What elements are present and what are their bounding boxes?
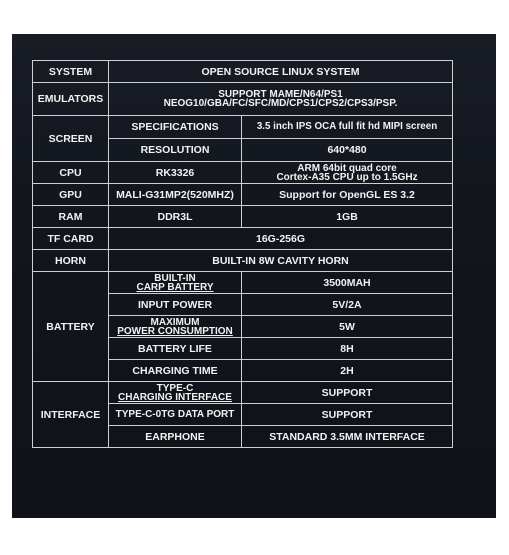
- row-tf-card: [33, 228, 453, 250]
- label-battery-life: BATTERY LIFE: [109, 338, 242, 360]
- builtin-line2: CARP BATTERY: [136, 281, 214, 293]
- emulators-line1: SUPPORT MAME/N64/PS1: [218, 89, 343, 100]
- value-ram-model: DDR3L: [109, 206, 242, 228]
- row-system: [33, 61, 453, 83]
- value-specifications: 3.5 inch IPS OCA full fit hd MIPI screen: [242, 116, 453, 139]
- value-earphone: STANDARD 3.5MM INTERFACE: [242, 426, 453, 448]
- label-builtin-battery: [109, 272, 242, 294]
- spec-table: [32, 60, 453, 448]
- row-horn: [33, 250, 453, 272]
- value-gpu-model: MALI-G31MP2(520MHZ): [109, 184, 242, 206]
- label-typec-charging: [109, 382, 242, 404]
- label-input-power: INPUT POWER: [109, 294, 242, 316]
- label-resolution: RESOLUTION: [109, 139, 242, 162]
- label-charging-time: CHARGING TIME: [109, 360, 242, 382]
- value-typec-charging: SUPPORT: [242, 382, 453, 404]
- value-builtin-battery: 3500MAH: [242, 272, 453, 294]
- row-screen-spec: [33, 116, 453, 139]
- label-cpu: CPU: [33, 162, 109, 184]
- label-horn: HORN: [33, 250, 109, 272]
- value-gpu-desc: Support for OpenGL ES 3.2: [242, 184, 453, 206]
- value-system: OPEN SOURCE LINUX SYSTEM: [109, 61, 453, 83]
- builtin-line1: BUILT-IN: [154, 272, 196, 284]
- value-battery-life: 8H: [242, 338, 453, 360]
- label-gpu: GPU: [33, 184, 109, 206]
- label-ram: RAM: [33, 206, 109, 228]
- label-emulators: EMULATORS: [33, 83, 109, 116]
- label-screen: SCREEN: [33, 116, 109, 162]
- label-interface: INTERFACE: [33, 382, 109, 448]
- typec-line2: CHARGING INTERFACE: [118, 391, 232, 403]
- value-charging-time: 2H: [242, 360, 453, 382]
- value-resolution: 640*480: [242, 139, 453, 162]
- value-input-power: 5V/2A: [242, 294, 453, 316]
- row-cpu: [33, 162, 453, 184]
- row-battery-builtin: [33, 272, 453, 294]
- value-tf-card: 16G-256G: [109, 228, 453, 250]
- value-emulators: [109, 83, 453, 116]
- max-line1: MAXIMUM: [150, 316, 200, 328]
- emulators-line2: NEOG10/GBA/FC/SFC/MD/CPS1/CPS2/CPS3/PSP.: [163, 98, 398, 109]
- cpu-line1: ARM 64bit quad core: [297, 162, 397, 174]
- label-earphone: EARPHONE: [109, 426, 242, 448]
- value-max-power: 5W: [242, 316, 453, 338]
- label-otg-port: TYPE-C-0TG DATA PORT: [109, 404, 242, 426]
- row-ram: [33, 206, 453, 228]
- label-specifications: SPECIFICATIONS: [109, 116, 242, 139]
- typec-line1: TYPE-C: [156, 382, 194, 394]
- value-cpu-desc: [242, 162, 453, 184]
- value-otg-port: SUPPORT: [242, 404, 453, 426]
- value-ram-size: 1GB: [242, 206, 453, 228]
- label-tf-card: TF CARD: [33, 228, 109, 250]
- value-horn: BUILT-IN 8W CAVITY HORN: [109, 250, 453, 272]
- row-emulators: [33, 83, 453, 116]
- row-gpu: [33, 184, 453, 206]
- cpu-line2: Cortex-A35 CPU up to 1.5GHz: [276, 171, 418, 183]
- label-system: SYSTEM: [33, 61, 109, 83]
- label-max-power: [109, 316, 242, 338]
- row-interface-typec: [33, 382, 453, 404]
- max-line2: POWER CONSUMPTION: [117, 325, 233, 337]
- label-battery: BATTERY: [33, 272, 109, 382]
- value-cpu-model: RK3326: [109, 162, 242, 184]
